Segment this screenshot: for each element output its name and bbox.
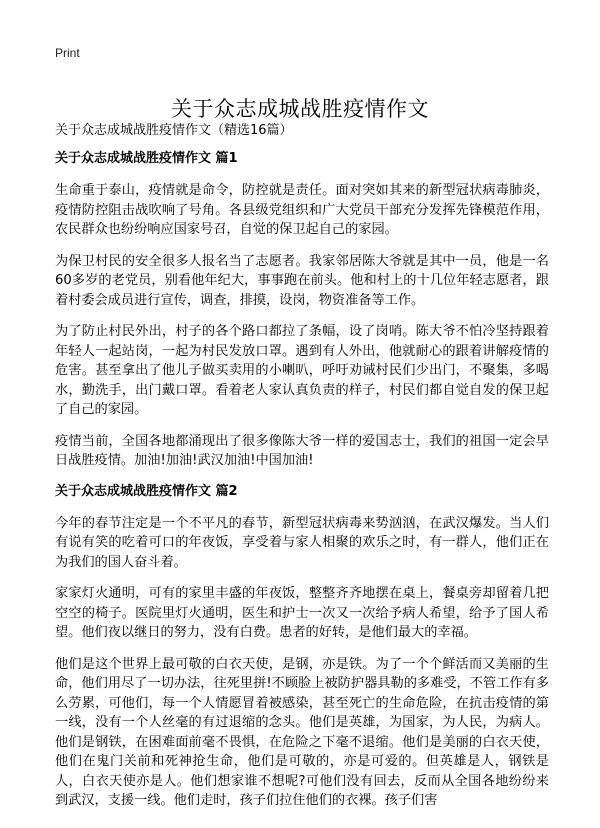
paragraph: 家家灯火通明，可有的家里丰盛的年夜饭，整整齐齐地摆在桌上，餐桌旁却留着几把空空的椅子。医院里灯火通明，医生和护士一次又一次给予病人希望，给予了国人希望。他们夜以继日的努力，没有白费。患者的好转，是他们最大的幸福。	[55, 586, 549, 640]
paragraph: 为保卫村民的安全很多人报名当了志愿者。我家邻居陈大爷就是其中一员，他是一名60多岁的老党员，别看他年纪大，事事跑在前头。他和村上的十几位年轻志愿者，跟着村委会成员进行宣传，调查，排摸，设岗，物资准备等工作。	[55, 253, 549, 308]
section-1	[55, 150, 549, 471]
section-2	[55, 483, 549, 811]
paragraph: 今年的春节注定是一个不平凡的春节，新型冠状病毒来势汹汹，在武汉爆发。当人们有说有笑的吃着可口的年夜饭，享受着与家人相聚的欢乐之时，有一群人，他们正在为我们的国人奋斗着。	[55, 515, 549, 570]
paragraph: 生命重于泰山，疫情就是命令，防控就是责任。面对突如其来的新型冠状病毒肺炎，疫情防控阻击战吹响了号角。各县级党组织和广大党员干部充分发挥先锋模范作用，农民群众也纷纷响应国家号召，自觉的保卫起自己的家园。	[55, 183, 549, 237]
paragraph: 他们是这个世界上最可敬的白衣天使，是钢，亦是铁。为了一个个鲜活而又美丽的生命，他们用尽了一切办法，往死里拼!不顾脸上被防护器具勒的多难受，不管工作有多么劳累，可他们，每一个人情愿冒着被感染，甚至死亡的生命危险，在抗击疫情的第一线，没有一个人丝毫的有过退缩的念头。他们是英雄，为国家，为人民，为病人。他们是钢铁，在困难面前毫不畏惧，在危险之下毫不退缩。他们是美丽的白衣天使，他们在鬼门关前和死神抢生命，他们是可敬的，亦是可爱的。但英雄是人，钢铁是人，白衣天使亦是人。他们想家谁不想呢?可他们没有回去，反而从全国各地纷纷来到武汉，支援一线。他们走时，孩子们拉住他们的衣裸。孩子们害	[55, 656, 549, 808]
document-content	[55, 150, 549, 823]
section-heading: 关于众志成城战胜疫情作文 篇1	[55, 151, 238, 166]
document-subtitle: 关于众志成城战胜疫情作文（精选16篇）	[55, 123, 293, 138]
paragraph: 疫情当前，全国各地都涌现出了很多像陈大爷一样的爱国志士，我们的祖国一定会早日战胜疫情。加油!加油!武汉加油!中国加油!	[55, 433, 549, 468]
print-label[interactable]: Print	[55, 46, 80, 60]
paragraph: 为了防止村民外出，村子的各个路口都拉了条幅，设了岗哨。陈大爷不怕冷坚持跟着年轻人一起站岗，一起为村民发放口罩。遇到有人外出，他就耐心的跟着讲解疫情的危害。甚至拿出了他儿子做买卖用的小喇叭，呼吁劝诫村民们少出门，不聚集，多喝水，勤洗手，出门戴口罩。看着老人家认真负责的样子，村民们都自觉自发的保卫起了自己的家园。	[55, 324, 549, 417]
document-title: 关于众志成城战胜疫情作文	[171, 97, 429, 122]
section-heading: 关于众志成城战胜疫情作文 篇2	[55, 483, 238, 499]
